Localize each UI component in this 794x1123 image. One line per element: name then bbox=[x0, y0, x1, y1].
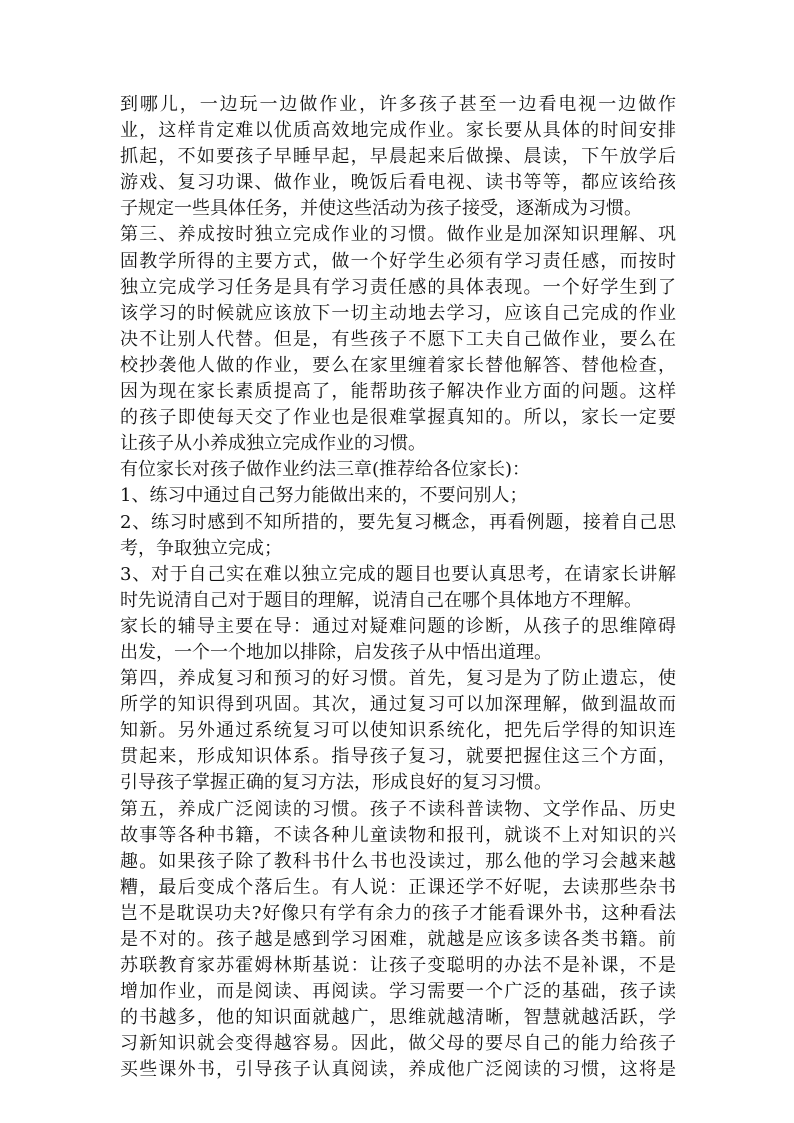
text-line: 增加作业，而是阅读、再阅读。学习需要一个广泛的基础，孩子读 bbox=[120, 981, 676, 1003]
text-line: 1、练习中通过自己努力能做出来的，不要问别人； bbox=[120, 485, 528, 507]
text-line: 让孩子从小养成独立完成作业的习惯。 bbox=[120, 433, 426, 455]
text-line: 知新。另外通过系统复习可以使知识系统化，把先后学得的知识连 bbox=[120, 720, 676, 742]
text-line: 3、对于自己实在难以独立完成的题目也要认真思考，在请家长讲解 bbox=[120, 563, 676, 585]
text-line: 苏联教育家苏霍姆林斯基说：让孩子变聪明的办法不是补课，不是 bbox=[120, 955, 676, 977]
text-line: 有位家长对孩子做作业约法三章(推荐给各位家长)： bbox=[120, 459, 531, 481]
text-line: 出发，一个一个地加以排除，启发孩子从中悟出道理。 bbox=[120, 641, 552, 663]
text-line: 业，这样肯定难以优质高效地完成作业。家长要从具体的时间安排 bbox=[120, 120, 676, 142]
text-line: 固教学所得的主要方式，做一个好学生必须有学习责任感，而按时 bbox=[120, 250, 676, 272]
text-line: 该学习的时候就应该放下一切主动地去学习，应该自己完成的作业 bbox=[120, 302, 676, 324]
text-line: 第三、养成按时独立完成作业的习惯。做作业是加深知识理解、巩 bbox=[120, 224, 676, 246]
text-line: 第四，养成复习和预习的好习惯。首先，复习是为了防止遗忘，使 bbox=[120, 668, 676, 690]
text-line: 第五，养成广泛阅读的习惯。孩子不读科普读物、文学作品、历史 bbox=[120, 798, 676, 820]
text-line: 到哪儿，一边玩一边做作业，许多孩子甚至一边看电视一边做作 bbox=[120, 94, 676, 115]
text-line: 所学的知识得到巩固。其次，通过复习可以加深理解，做到温故而 bbox=[120, 694, 676, 716]
text-line: 糟，最后变成个落后生。有人说：正课还学不好呢，去读那些杂书 bbox=[120, 876, 676, 898]
text-line: 是不对的。孩子越是感到学习困难，就越是应该多读各类书籍。前 bbox=[120, 929, 676, 950]
text-line: 子规定一些具体任务，并使这些活动为孩子接受，逐渐成为习惯。 bbox=[120, 198, 642, 220]
text-line: 考，争取独立完成； bbox=[120, 537, 282, 559]
text-line: 趣。如果孩子除了教科书什么书也没读过，那么他的学习会越来越 bbox=[120, 850, 676, 872]
text-line: 独立完成学习任务是具有学习责任感的具体表现。一个好学生到了 bbox=[120, 276, 676, 298]
text-line: 2、练习时感到不知所措的，要先复习概念，再看例题，接着自己思 bbox=[120, 511, 676, 533]
text-line: 买些课外书，引导孩子认真阅读，养成他广泛阅读的习惯，这将是 bbox=[120, 1059, 676, 1081]
text-line: 抓起，不如要孩子早睡早起，早晨起来后做操、晨读，下午放学后 bbox=[120, 146, 676, 168]
text-line: 的孩子即使每天交了作业也是很难掌握真知的。所以，家长一定要 bbox=[120, 407, 676, 429]
text-line: 时先说清自己对于题目的理解，说清自己在哪个具体地方不理解。 bbox=[120, 589, 642, 611]
text-line: 家长的辅导主要在导：通过对疑难问题的诊断，从孩子的思维障碍 bbox=[120, 615, 676, 637]
text-line: 因为现在家长素质提高了，能帮助孩子解决作业方面的问题。这样 bbox=[120, 381, 676, 403]
text-line: 决不让别人代替。但是，有些孩子不愿下工夫自己做作业，要么在 bbox=[120, 328, 676, 350]
text-line: 游戏、复习功课、做作业，晚饭后看电视、读书等等，都应该给孩 bbox=[120, 172, 676, 194]
text-line: 引导孩子掌握正确的复习方法，形成良好的复习习惯。 bbox=[120, 772, 552, 794]
text-line: 故事等各种书籍，不读各种儿童读物和报刊，就谈不上对知识的兴 bbox=[120, 824, 676, 846]
text-line: 的书越多，他的知识面就越广，思维就越清晰，智慧就越活跃，学 bbox=[120, 1007, 676, 1029]
text-line: 校抄袭他人做的作业，要么在家里缠着家长替他解答、替他检查， bbox=[120, 354, 676, 376]
document-body bbox=[120, 92, 676, 1084]
text-line: 贯起来，形成知识体系。指导孩子复习，就要把握住这三个方面， bbox=[120, 746, 676, 768]
text-line: 习新知识就会变得越容易。因此，做父母的要尽自己的能力给孩子 bbox=[120, 1033, 676, 1055]
text-line: 岂不是耽误功夫?好像只有学有余力的孩子才能看课外书，这种看法 bbox=[120, 902, 676, 924]
